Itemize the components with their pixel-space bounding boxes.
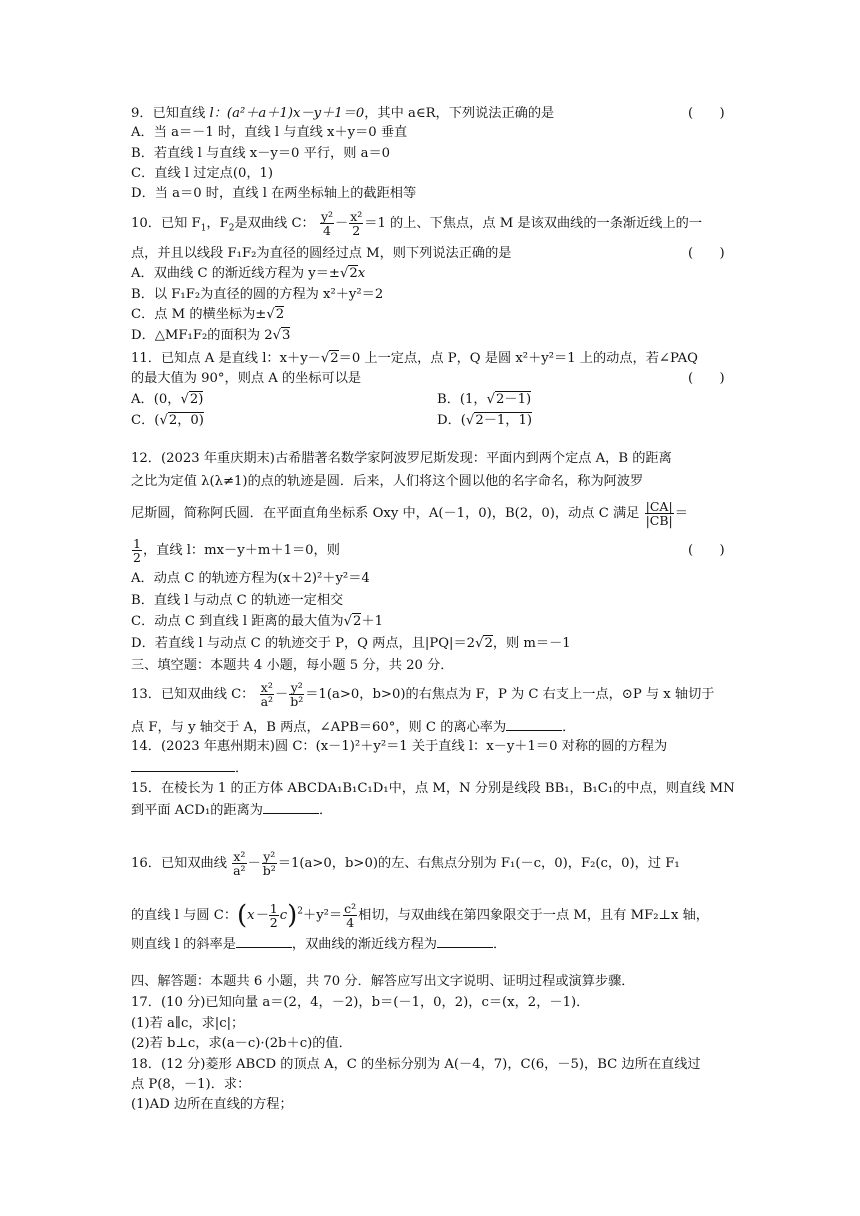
- section-4-heading: 四、解答题：本题共 6 小题，共 70 分．解答应写出文字说明、证明过程或演算步骤．: [131, 974, 635, 989]
- q12-line3: 尼斯圆，简称阿氏圆．在平面直角坐标系 Oxy 中，A(－1，0)，B(2，0)，动点 C 满足 $\frac{|CA|}{|CB|}$ ＝: [131, 499, 688, 528]
- fraction: $\frac{\text{y²}}{\text{b²}}$: [290, 680, 304, 709]
- q12-option-b: B．直线 l 与动点 C 的轨迹一定相交: [131, 593, 344, 608]
- fraction: $\frac{\text{x²}}{2}$: [350, 209, 363, 238]
- q13-line2: 点 F，与 y 轴交于 A，B 两点，∠APB＝60°，则 C 的离心率为 ．: [131, 720, 576, 735]
- q11-line1: 11．已知点 A 是直线 l：x＋y－√2＝0 上一定点，点 P，Q 是圆 x²＋y²＝1 上的动点，若∠PAQ: [131, 351, 698, 366]
- q11-option-b: B．(1，√2－1): [437, 392, 532, 407]
- q18-line1: 18．(12 分)菱形 ABCD 的顶点 A，C 的坐标分别为 A(－4，7)，C(6，－5)，BC 边所在直线过: [131, 1057, 701, 1072]
- q10-option-b: B．以 F₁F₂为直径的圆的方程为 x²＋y²＝2: [131, 287, 384, 302]
- q9-option-a: A．当 a＝－1 时，直线 l 与直线 x＋y＝0 垂直: [131, 125, 408, 140]
- q10-stem: 10．已知 $F_1$，$F_2$是双曲线 C： $\frac{\text{y²}}{4}$ － $\frac{\text{x²}}{2}$ ＝1 的上、下焦点，点 M 是该双曲线的一条渐近线上的一: [131, 209, 703, 238]
- q17-line1: 17．(10 分)已知向量 a＝(2，4，－2)，b＝(－1，0，2)，c＝(x，2，－1)．: [131, 995, 590, 1010]
- fraction-ca-cb: $\frac{|CA|}{|CB|}$: [645, 499, 673, 528]
- q12-option-c: C．动点 C 到直线 l 距离的最大值为√2＋1: [131, 614, 383, 629]
- q18-part1: (1)AD 边所在直线的方程；: [131, 1097, 293, 1112]
- q12-option-a: A．动点 C 的轨迹方程为(x＋2)²＋y²＝4: [131, 571, 370, 586]
- q9-option-b: B．若直线 l 与直线 x－y＝0 平行，则 a＝0: [131, 146, 391, 161]
- q12-line1: 12．(2023 年重庆期末)古希腊著名数学家阿波罗尼斯发现：平面内到两个定点 A，B 的距离: [131, 451, 672, 466]
- answer-blank[interactable]: [131, 759, 235, 772]
- answer-blank[interactable]: [263, 801, 319, 814]
- q13-line1: 13．已知双曲线 C： $\frac{\text{x²}}{\text{a²}}$ － $\frac{\text{y²}}{\text{b²}}$ ＝1(a>0，b>0)的右焦点为 F，P 为 C 右支上一点，⊙P 与 x 轴切于: [131, 680, 715, 709]
- q9-option-d: D．当 a＝0 时，直线 l 在两坐标轴上的截距相等: [131, 186, 417, 201]
- q14-line1: 14．(2023 年惠州期末)圆 C：(x－1)²＋y²＝1 关于直线 l：x－y＋1＝0 对称的圆的方程为: [131, 739, 668, 754]
- fraction: $\frac{\text{c²}}{4}$: [344, 901, 357, 930]
- q12-line4: $\frac{1}{2}$ ，直线 l：mx－y＋m＋1＝0，则: [133, 536, 340, 565]
- fraction: $\frac{\text{x²}}{\text{a²}}$: [233, 849, 246, 878]
- fraction-half: $\frac{1}{2}$: [133, 536, 141, 565]
- q11-option-a: A．(0，√2): [131, 392, 204, 407]
- q11-option-d: D．(√2－1，1): [437, 413, 533, 428]
- q16-line1: 16．已知双曲线 $\frac{\text{x²}}{\text{a²}}$ － $\frac{\text{y²}}{\text{b²}}$ ＝1(a>0，b>0)的左、右焦点分别为 F₁(－c，0)，F₂(c，0)，过 F₁: [131, 849, 680, 878]
- q14-line2: ．: [131, 759, 248, 777]
- answer-blank[interactable]: [437, 935, 493, 948]
- q16-line3: 则直线 l 的斜率是 ，双曲线的渐近线方程为 ．: [131, 937, 507, 952]
- q12-line2: 之比为定值 λ(λ≠1)的点的轨迹是圆．后来，人们将这个圆以他的名字命名，称为阿波罗: [131, 474, 644, 489]
- q9-answer-paren: ( ): [688, 106, 725, 121]
- q10-option-c: C．点 M 的横坐标为±√2: [131, 307, 285, 322]
- q9-option-c: C．直线 l 过定点(0，1): [131, 166, 274, 181]
- q17-part2: (2)若 b⊥c，求(a－c)·(2b＋c)的值．: [131, 1036, 352, 1051]
- fraction-half: $\frac{1}{2}$: [269, 901, 278, 930]
- answer-blank[interactable]: [506, 718, 562, 731]
- q10-line2: 点，并且以线段 F₁F₂为直径的圆经过点 M，则下列说法正确的是: [131, 246, 512, 261]
- q10-option-a: A．双曲线 C 的渐近线方程为 y＝±√2x: [131, 266, 366, 281]
- answer-blank[interactable]: [236, 935, 292, 948]
- q10-option-d: D．△MF₁F₂的面积为 2√3: [131, 328, 291, 343]
- q12-option-d: D．若直线 l 与动点 C 的轨迹交于 P，Q 两点，且|PQ|＝2√2，则 m＝－1: [131, 636, 571, 651]
- fraction: $\frac{\text{x²}}{\text{a²}}$: [260, 680, 274, 709]
- q16-line2: 的直线 l 与圆 C：(x－ $\frac{1}{2}$ c)$^2$＋y²＝ $\frac{\text{c²}}{4}$ 相切，与双曲线在第四象限交于一点 M，且有 MF₂⊥x 轴，: [131, 900, 709, 931]
- section-3-heading: 三、填空题：本题共 4 小题，每小题 5 分，共 20 分．: [131, 658, 454, 673]
- q15-line2: 到平面 ACD₁的距离为 ．: [131, 803, 333, 818]
- fraction: $\frac{\text{y²}}{\text{b²}}$: [262, 849, 276, 878]
- q18-line2: 点 P(8，－1)．求：: [131, 1077, 251, 1092]
- fraction: $\frac{\text{y²}}{4}$: [320, 209, 334, 238]
- q10-answer-paren: ( ): [688, 246, 725, 261]
- q11-option-c: C．(√2，0): [131, 413, 204, 428]
- q17-part1: (1)若 a∥c，求|c|；: [131, 1016, 245, 1031]
- q11-line2: 的最大值为 90°，则点 A 的坐标可以是: [131, 371, 362, 386]
- q15-line1: 15．在棱长为 1 的正方体 ABCDA₁B₁C₁D₁中，点 M，N 分别是线段 BB₁，B₁C₁的中点，则直线 MN: [131, 781, 735, 796]
- q9-stem: 9．已知直线 l：(a²＋a＋1)x－y＋1＝0，其中 a∈R，下列说法正确的是: [131, 106, 555, 121]
- q12-answer-paren: ( ): [688, 543, 725, 558]
- q11-answer-paren: ( ): [688, 371, 725, 386]
